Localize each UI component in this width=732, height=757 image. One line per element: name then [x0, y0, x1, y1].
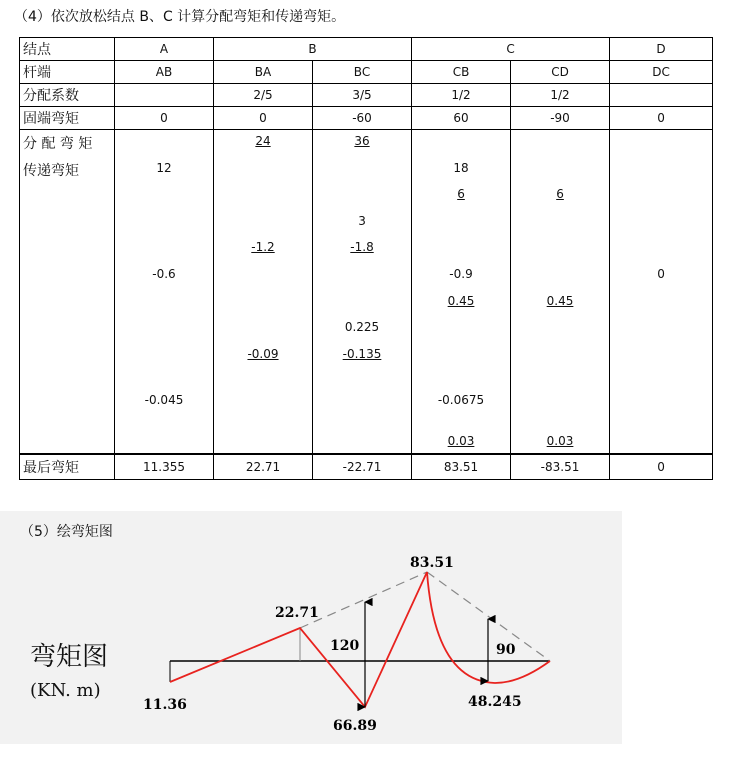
value: 0.03 [546, 434, 574, 448]
reference-dashed-line [300, 572, 427, 628]
value: 6 [556, 187, 564, 201]
node-cell: D [610, 38, 713, 61]
table-cell: DC [610, 61, 713, 84]
table-cell [610, 130, 713, 455]
table-cell [115, 84, 214, 107]
table-cell: 1/2 [511, 84, 610, 107]
value: 0.45 [546, 294, 574, 308]
table-cell: CD [511, 61, 610, 84]
table-cell: 0 [610, 454, 713, 480]
row-label [20, 130, 115, 455]
table-row [20, 84, 713, 107]
carry-label: 传递弯矩 [23, 163, 79, 179]
table-cell: BC [313, 61, 412, 84]
table-row [20, 454, 713, 480]
value: 12 [156, 161, 172, 175]
table-row [20, 107, 713, 130]
table-cell: 0 [214, 107, 313, 130]
bending-moment-diagram [0, 511, 622, 744]
table-cell [511, 130, 610, 455]
table-cell [313, 130, 412, 455]
value: -0.045 [144, 393, 184, 407]
section-heading: （4）依次放松结点 B、C 计算分配弯矩和传递弯矩。 [14, 9, 346, 25]
node-cell: C [412, 38, 610, 61]
row-label: 最后弯矩 [20, 454, 115, 480]
label-mid: 120 [330, 638, 360, 654]
table-cell: BA [214, 61, 313, 84]
value: -0.0675 [437, 393, 485, 407]
table-cell [115, 130, 214, 455]
value: 3 [358, 214, 366, 228]
value: -0.135 [342, 347, 382, 361]
value: 0.45 [447, 294, 475, 308]
row-label: 固端弯矩 [20, 107, 115, 130]
table-cell: 0 [610, 107, 713, 130]
diagram-unit: (KN. m) [30, 680, 101, 701]
table-cell: 1/2 [412, 84, 511, 107]
moment-distribution-table [19, 37, 712, 509]
value: -1.2 [251, 240, 275, 254]
moment-curve [170, 572, 427, 707]
value: 24 [255, 134, 271, 148]
table-cell: 60 [412, 107, 511, 130]
table-cell: -22.71 [313, 454, 412, 480]
value: -1.8 [350, 240, 374, 254]
label-a: 11.36 [143, 697, 187, 713]
row-label: 结点 [20, 38, 115, 61]
table-cell: AB [115, 61, 214, 84]
row-label: 杆端 [20, 61, 115, 84]
table-cell: 22.71 [214, 454, 313, 480]
value: 0.225 [344, 320, 380, 334]
value: -0.09 [247, 347, 279, 361]
table-cell [412, 130, 511, 455]
table-cell: 3/5 [313, 84, 412, 107]
value: -0.9 [449, 267, 473, 281]
table-row [20, 38, 713, 61]
value: 36 [354, 134, 370, 148]
label-b: 22.71 [275, 605, 319, 621]
value: 6 [457, 187, 465, 201]
table-cell: 83.51 [412, 454, 511, 480]
value: 18 [453, 161, 469, 175]
table-cell: -83.51 [511, 454, 610, 480]
distribute-label: 分 配 弯 矩 [23, 136, 93, 152]
table-cell: 11.355 [115, 454, 214, 480]
section-heading: （5）绘弯矩图 [20, 524, 113, 540]
node-cell: A [115, 38, 214, 61]
table-cell: 2/5 [214, 84, 313, 107]
value: 0 [657, 267, 665, 281]
value: -0.6 [152, 267, 176, 281]
table-cell: CB [412, 61, 511, 84]
label-bottom: 66.89 [333, 718, 377, 734]
table-cell [214, 130, 313, 455]
label-right: 90 [496, 642, 516, 658]
diagram-title: 弯矩图 [30, 642, 109, 672]
label-c: 83.51 [410, 555, 454, 571]
table-cell: -90 [511, 107, 610, 130]
row-label: 分配系数 [20, 84, 115, 107]
table-cell: 0 [115, 107, 214, 130]
table-cell [610, 84, 713, 107]
table-cell: -60 [313, 107, 412, 130]
table-row [20, 130, 713, 455]
value: 0.03 [447, 434, 475, 448]
label-cd: 48.245 [468, 694, 522, 710]
table-row [20, 61, 713, 84]
node-cell: B [214, 38, 412, 61]
